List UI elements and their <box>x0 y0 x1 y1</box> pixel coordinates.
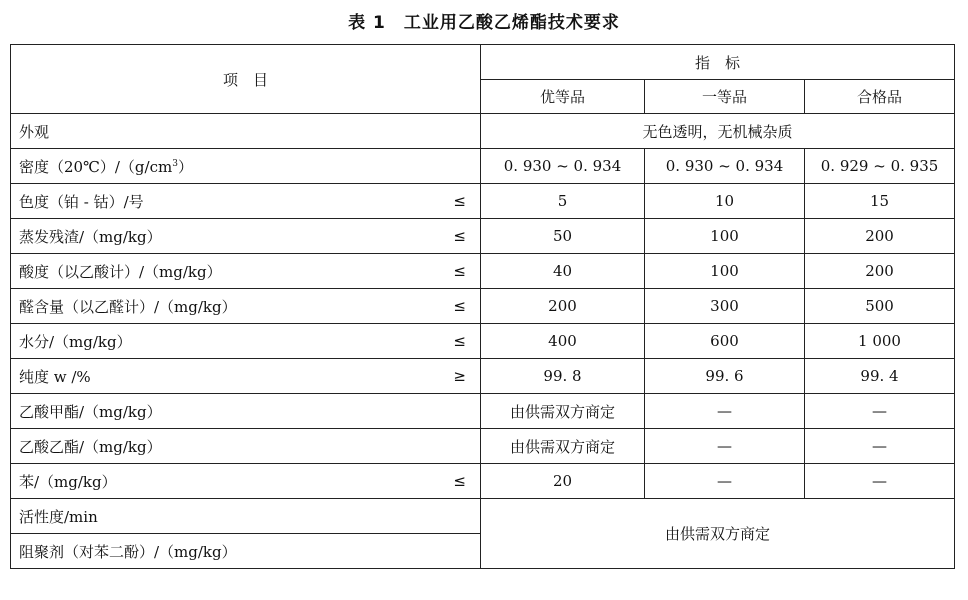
row-item: 乙酸乙酯/（mg/kg） <box>11 429 481 464</box>
operator: ≥ <box>453 367 466 385</box>
table-row <box>11 464 955 499</box>
row-item: 密度$(20℃)/(g/cm^3)$ <box>11 149 481 184</box>
table-row <box>11 429 955 464</box>
header-grade-first: 一等品 <box>645 80 805 114</box>
row-item: 活性度/min <box>11 499 481 534</box>
operator: ≤ <box>453 262 466 280</box>
table-row <box>11 359 955 394</box>
row-value-qualified: 15 <box>805 184 955 219</box>
row-value-first: 300 <box>645 289 805 324</box>
row-item: 外观 <box>11 114 481 149</box>
table-row <box>11 394 955 429</box>
table-row <box>11 219 955 254</box>
row-value-first: 99. 6 <box>645 359 805 394</box>
operator: ≤ <box>453 192 466 210</box>
row-value-first: — <box>645 464 805 499</box>
row-value-qualified: 0. 929 ~ 0. 935 <box>805 149 955 184</box>
operator: ≤ <box>453 332 466 350</box>
row-item: 苯/（mg/kg） ≤ <box>11 464 481 499</box>
row-value-qualified: — <box>805 464 955 499</box>
row-item: 乙酸甲酯/（mg/kg） <box>11 394 481 429</box>
table-row <box>11 289 955 324</box>
row-value-qualified: 200 <box>805 219 955 254</box>
table-row <box>11 324 955 359</box>
header-item: 项 目 <box>11 45 481 114</box>
operator: ≤ <box>453 227 466 245</box>
row-item: 酸度（以乙酸计）/（mg/kg） ≤ <box>11 254 481 289</box>
header-indicator: 指 标 <box>481 45 955 80</box>
technical-requirements-table <box>10 44 955 569</box>
table-row <box>11 114 955 149</box>
row-item: 水分/（mg/kg） ≤ <box>11 324 481 359</box>
header-grade-superior: 优等品 <box>481 80 645 114</box>
row-value-superior: 400 <box>481 324 645 359</box>
row-value-superior: 99. 8 <box>481 359 645 394</box>
row-merged-value-bottom: 由供需双方商定 <box>481 499 955 569</box>
row-value-qualified: — <box>805 394 955 429</box>
operator: ≤ <box>453 472 466 490</box>
table-row <box>11 499 955 534</box>
row-item: 阻聚剂（对苯二酚）/（mg/kg） <box>11 534 481 569</box>
table-row <box>11 184 955 219</box>
table-title-text: 工业用乙酸乙烯酯技术要求 <box>403 13 620 33</box>
row-item: 纯度 w /% ≥ <box>11 359 481 394</box>
row-item: 醛含量（以乙醛计）/（mg/kg） ≤ <box>11 289 481 324</box>
header-row <box>11 45 955 80</box>
row-value-superior: 20 <box>481 464 645 499</box>
row-value-first: — <box>645 429 805 464</box>
row-value-qualified: 200 <box>805 254 955 289</box>
table-title <box>0 8 968 33</box>
table-row <box>11 254 955 289</box>
row-value-superior: 50 <box>481 219 645 254</box>
row-value-superior: 200 <box>481 289 645 324</box>
row-value-superior: 由供需双方商定 <box>481 429 645 464</box>
table-row <box>11 149 955 184</box>
row-value-superior: 40 <box>481 254 645 289</box>
row-value-qualified: 1 000 <box>805 324 955 359</box>
row-value-superior: 0. 930 ~ 0. 934 <box>481 149 645 184</box>
row-item: 蒸发残渣/（mg/kg） ≤ <box>11 219 481 254</box>
row-value-qualified: 500 <box>805 289 955 324</box>
row-value-qualified: 99. 4 <box>805 359 955 394</box>
header-grade-qualified: 合格品 <box>805 80 955 114</box>
operator: ≤ <box>453 297 466 315</box>
row-value-superior: 由供需双方商定 <box>481 394 645 429</box>
row-value-first: 0. 930 ~ 0. 934 <box>645 149 805 184</box>
row-value-first: 100 <box>645 254 805 289</box>
row-value-first: 100 <box>645 219 805 254</box>
row-item: 色度（铂 - 钴）/号 ≤ <box>11 184 481 219</box>
row-value-first: — <box>645 394 805 429</box>
table-number: 表 1 <box>348 13 386 33</box>
row-value-qualified: — <box>805 429 955 464</box>
row-value-superior: 5 <box>481 184 645 219</box>
row-merged-value: 无色透明，无机械杂质 <box>481 114 955 149</box>
row-value-first: 10 <box>645 184 805 219</box>
row-value-first: 600 <box>645 324 805 359</box>
